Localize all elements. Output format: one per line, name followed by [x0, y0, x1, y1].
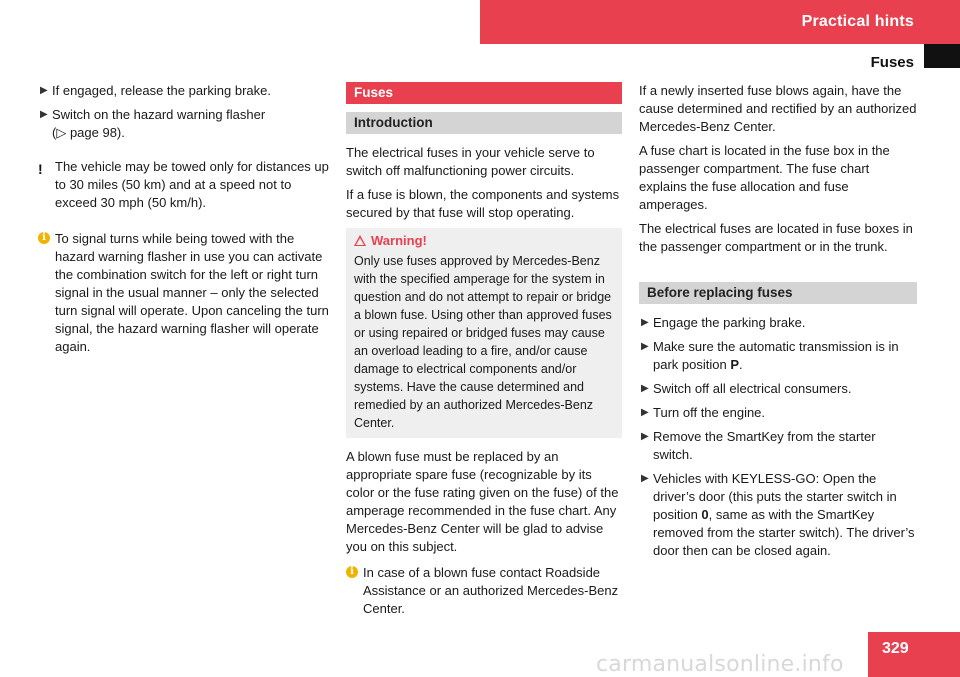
info-icon: i	[346, 566, 358, 578]
info-note-text: In case of a blown fuse contact Roadside Assistance or an authorized Mercedes-Benz Center.	[363, 565, 619, 616]
list-item-text: If engaged, release the parking brake.	[52, 83, 271, 98]
list-item	[38, 82, 330, 100]
list-item-text: Remove the SmartKey from the starter switch.	[653, 429, 876, 462]
arrow-bullet-icon: ▶	[641, 383, 649, 394]
list-item	[639, 470, 917, 560]
exclamation-icon: !	[38, 161, 43, 177]
list-item-text: Engage the parking brake.	[653, 315, 806, 330]
list-item-text: Vehicles with KEYLESS-GO: Open the driver’s door (this puts the starter switch in position 0, same as with the SmartKey removed from the starter switch). The driver’s door then can be closed again.	[653, 471, 915, 558]
arrow-bullet-icon: ▶	[641, 431, 649, 442]
subsection-heading: Introduction	[346, 112, 622, 134]
page-number-box	[868, 632, 960, 677]
warning-box	[346, 228, 622, 438]
info-note	[38, 230, 330, 356]
subsection-heading: Before replacing fuses	[639, 282, 917, 304]
arrow-bullet-icon: ▶	[40, 109, 48, 120]
list-item	[639, 404, 917, 422]
list-item-text: Turn off the engine.	[653, 405, 766, 420]
column-right	[639, 82, 917, 566]
list-item	[639, 314, 917, 332]
paragraph: A fuse chart is located in the fuse box in the passenger compartment. The fuse chart explains the fuse allocation and fuse amperages.	[639, 143, 890, 212]
list-item-text: Switch off all electrical consumers.	[653, 381, 852, 396]
list-item	[38, 106, 330, 142]
info-note	[346, 564, 622, 618]
caution-note	[38, 158, 330, 212]
caution-note-text: The vehicle may be towed only for distances up to 30 miles (50 km) and at a speed not to exceed 30 mph (50 km/h).	[55, 159, 329, 210]
list-item	[639, 428, 917, 464]
list-item-text: Make sure the automatic transmission is in park position P.	[653, 339, 899, 372]
arrow-bullet-icon: ▶	[641, 341, 649, 352]
section-title: Fuses	[870, 54, 914, 71]
page-number: 329	[882, 640, 909, 657]
list-item	[639, 380, 917, 398]
paragraph: A blown fuse must be replaced by an appropriate spare fuse (recognizable by its color or the fuse rating given on the fuse) of the amperage recommended in the fuse chart. Any Mercedes-Benz Center will be glad to advise you on this subject.	[346, 449, 619, 554]
section-heading: Fuses	[346, 82, 622, 104]
paragraph: If a fuse is blown, the components and systems secured by that fuse will stop operating.	[346, 187, 620, 220]
info-icon: i	[38, 232, 50, 244]
page-reference-link[interactable]: (▷ page 98).	[52, 125, 125, 140]
warning-title: Warning!	[354, 232, 614, 250]
section-tab	[924, 44, 960, 68]
arrow-bullet-icon: ▶	[641, 317, 649, 328]
paragraph: If a newly inserted fuse blows again, have the cause determined and rectified by an authorized Mercedes-Benz Center.	[639, 83, 917, 134]
chapter-header	[480, 0, 960, 44]
paragraph: The electrical fuses are located in fuse boxes in the passenger compartment or in the trunk.	[639, 221, 913, 254]
arrow-bullet-icon: ▶	[40, 85, 48, 96]
arrow-bullet-icon: ▶	[641, 473, 649, 484]
watermark: carmanualsonline.info	[596, 652, 844, 677]
list-item-text: Switch on the hazard warning flasher	[52, 107, 266, 122]
column-left	[38, 82, 330, 364]
paragraph: The electrical fuses in your vehicle serve to switch off malfunctioning power circuits.	[346, 145, 595, 178]
warning-triangle-icon	[354, 235, 366, 246]
chapter-title: Practical hints	[801, 13, 914, 30]
info-note-text: To signal turns while being towed with the hazard warning flasher in use you can activate the combination switch for the left or right turn signal in the usual manner – only the selected turn signal will operate. Upon canceling the turn signal, the hazard warning flasher will operate again.	[55, 231, 329, 354]
arrow-bullet-icon: ▶	[641, 407, 649, 418]
column-middle	[346, 82, 622, 626]
warning-text: Only use fuses approved by Mercedes-Benz with the specified amperage for the system in question and do not attempt to repair or bridge a blown fuse. Using other than approved fuses or using repaired or bridged fuses may cause an overload leading to a fire, and/or cause damage to electrical components and/or systems. Have the cause determined and remedied by an authorized Mercedes-Benz Center.	[354, 254, 612, 430]
list-item	[639, 338, 917, 374]
